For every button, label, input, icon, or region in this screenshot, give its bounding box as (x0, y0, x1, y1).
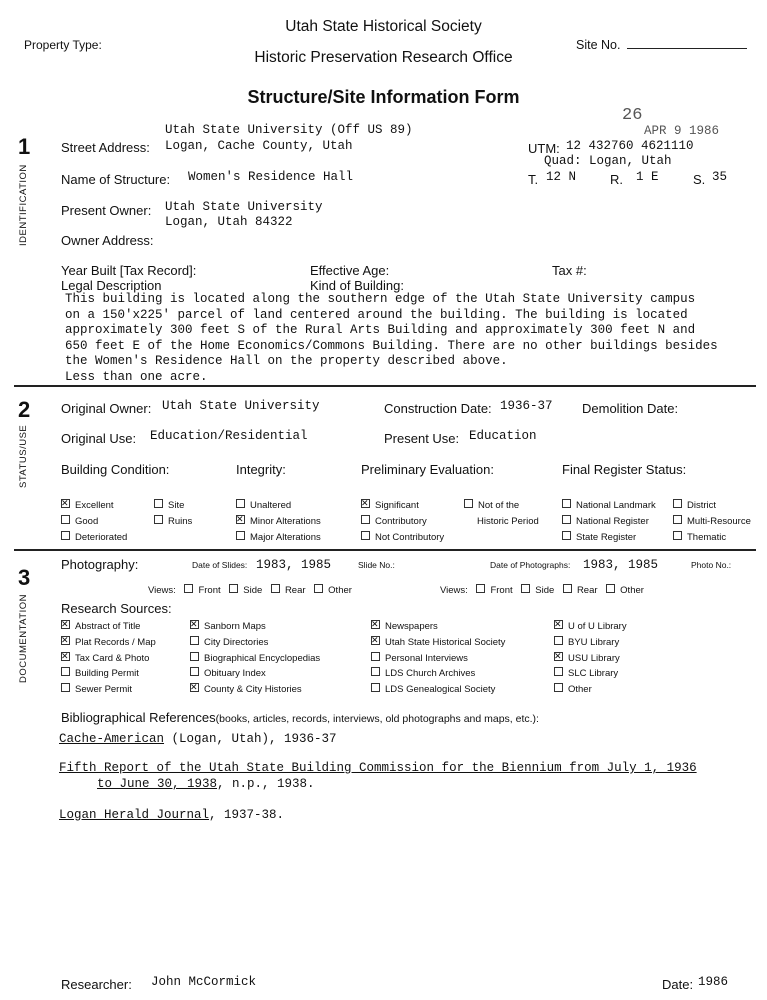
checkbox-not-of-historic-period[interactable] (464, 498, 539, 530)
range-value: 1 E (636, 170, 659, 184)
section-1-side-label: IDENTIFICATION (18, 164, 29, 246)
view-front[interactable] (184, 585, 220, 596)
section-label: S. (693, 172, 706, 187)
checkbox-ruins[interactable] (154, 514, 192, 530)
view-front[interactable] (476, 585, 512, 596)
checkbox-label: Deteriorated (75, 532, 128, 543)
checkbox-icon[interactable] (154, 515, 163, 524)
checkbox-label: Minor Alterations (250, 516, 321, 527)
view-side[interactable] (521, 585, 554, 596)
photography-label: Photography: (61, 557, 139, 572)
date-photos-label: Date of Photographs: (490, 560, 571, 570)
original-use-label: Original Use: (61, 431, 137, 446)
slide-views (148, 584, 352, 596)
checkbox-icon[interactable] (61, 636, 70, 645)
section-2-number: 2 (18, 397, 31, 422)
final-register-checkboxes (562, 498, 656, 546)
reference-rest: , n.p., 1938. (217, 776, 315, 791)
checkbox-label: Thematic (687, 532, 727, 543)
integrity-checkboxes (236, 498, 321, 546)
checkbox-label: SLC Library (568, 668, 619, 680)
checkbox-label: Front (490, 585, 513, 596)
checkbox-icon[interactable] (61, 620, 70, 629)
slide-no-label: Slide No.: (358, 560, 395, 570)
source-byu-library[interactable] (554, 635, 627, 651)
checkbox-label: Major Alterations (250, 532, 321, 543)
site-no-field[interactable] (627, 48, 747, 49)
source-county-city-histories[interactable] (190, 682, 320, 698)
checkbox-label: Newspapers (385, 621, 438, 632)
checkbox-icon[interactable] (371, 683, 380, 692)
section-2-side-label: STATUS/USE (18, 424, 29, 488)
checkbox-icon[interactable] (190, 636, 199, 645)
site-no (576, 38, 747, 52)
checkbox-label: Good (75, 516, 99, 527)
checkbox-label: Utah State Historical Society (385, 636, 506, 648)
checkbox-major-alterations[interactable] (236, 530, 321, 546)
checkbox-label-line2: Historic Period (477, 516, 539, 527)
views-label: Views: (440, 585, 468, 596)
source-lds-genealogical-society[interactable] (371, 682, 505, 698)
checkbox-icon[interactable] (190, 620, 199, 629)
sources-col-2 (190, 619, 320, 698)
checkbox-label: Not of the (478, 500, 520, 511)
checkbox-icon[interactable] (271, 584, 280, 593)
checkbox-icon[interactable] (314, 584, 323, 593)
checkbox-icon[interactable] (61, 515, 70, 524)
demolition-date-label: Demolition Date: (582, 401, 679, 416)
date-photos-value: 1983, 1985 (583, 558, 659, 572)
checkbox-icon[interactable] (61, 531, 70, 540)
checkbox-label: Sanborn Maps (204, 621, 266, 632)
bibliography-note: (books, articles, records, interviews, old photographs and maps, etc.): (215, 713, 539, 725)
checkbox-icon[interactable] (236, 499, 245, 508)
checkbox-good[interactable] (61, 514, 127, 530)
original-owner-value: Utah State University (162, 399, 320, 413)
reference-title: Fifth Report of the Utah State Building Commission for the Biennium from July 1, 1936 (59, 761, 697, 775)
checkbox-minor-alterations[interactable] (236, 514, 321, 530)
checkbox-icon[interactable] (154, 499, 163, 508)
building-condition-label: Building Condition: (61, 462, 170, 477)
checkbox-icon[interactable] (61, 652, 70, 661)
legal-line: approximately 300 feet S of the Rural Arts Building and approximately 300 feet N and (65, 323, 696, 337)
research-sources-label: Research Sources: (61, 601, 172, 616)
checkbox-label: State Register (576, 532, 637, 543)
street-line2: Logan, Cache County, Utah (165, 139, 353, 153)
checkbox-label: Unaltered (250, 500, 292, 511)
construction-date-label: Construction Date: (384, 401, 492, 416)
section-3-side-label: DOCUMENTATION (18, 593, 29, 683)
reference-rest: (Logan, Utah), 1936-37 (164, 732, 337, 746)
legal-line: Less than one acre. (65, 369, 208, 384)
effective-age-label: Effective Age: (310, 263, 390, 278)
view-rear[interactable] (563, 585, 598, 596)
checkbox-label: Multi-Resource (687, 516, 751, 527)
checkbox-icon[interactable] (61, 683, 70, 692)
checkbox-label: USU Library (568, 652, 620, 664)
final-register-label: Final Register Status: (562, 462, 687, 477)
date-slides-value: 1983, 1985 (256, 558, 332, 572)
range-label: R. (610, 172, 623, 187)
checkbox-national-register[interactable] (562, 514, 656, 530)
prelim-checkboxes (361, 498, 444, 546)
checkbox-icon[interactable] (190, 667, 199, 676)
source-abstract-of-title[interactable] (61, 619, 156, 635)
checkbox-icon[interactable] (229, 584, 238, 593)
source-obituary-index[interactable] (190, 666, 320, 682)
source-lds-church-archives[interactable] (371, 666, 505, 682)
checkbox-icon[interactable] (606, 584, 615, 593)
section-1-number: 1 (18, 134, 31, 159)
checkbox-label: Obituary Index (204, 668, 266, 680)
form-title: Structure/Site Information Form (247, 87, 520, 107)
source-personal-interviews[interactable] (371, 651, 505, 667)
checkbox-label: Abstract of Title (75, 621, 141, 632)
checkbox-icon[interactable] (562, 515, 571, 524)
checkbox-label: Biographical Encyclopedias (204, 652, 321, 664)
checkbox-label: Personal Interviews (385, 652, 468, 664)
checkbox-label: Front (198, 585, 221, 596)
bibliography-heading (61, 709, 539, 727)
checkbox-icon[interactable] (554, 667, 563, 676)
condition2-checkboxes (154, 498, 192, 530)
source-biographical-encyclopedias[interactable] (190, 651, 320, 667)
section-divider (14, 385, 756, 387)
source-plat-records[interactable] (61, 635, 156, 651)
checkbox-icon[interactable] (371, 636, 380, 645)
checkbox-district[interactable] (673, 498, 751, 514)
researcher-label: Researcher: (61, 977, 132, 992)
checkbox-deteriorated[interactable] (61, 530, 127, 546)
structure-label: Name of Structure: (61, 172, 171, 187)
construction-date-value: 1936-37 (500, 399, 553, 413)
checkbox-label: Contributory (375, 516, 427, 527)
checkbox-unaltered[interactable] (236, 498, 321, 514)
checkbox-label: LDS Church Archives (385, 668, 476, 680)
reference-title-cont: to June 30, 1938 (97, 776, 218, 791)
checkbox-icon[interactable] (236, 515, 245, 524)
checkbox-icon[interactable] (361, 531, 370, 540)
checkbox-icon[interactable] (476, 584, 485, 593)
checkbox-label: Not Contributory (375, 532, 445, 543)
utm-value: 12 432760 4621110 (566, 139, 694, 153)
received-stamp-date: APR 9 1986 (644, 124, 720, 138)
checkbox-icon[interactable] (236, 531, 245, 540)
checkbox-label: County & City Histories (204, 684, 302, 696)
view-other[interactable] (314, 585, 352, 596)
checkbox-icon[interactable] (61, 667, 70, 676)
legal-description-text (65, 292, 718, 385)
checkbox-icon[interactable] (371, 620, 380, 629)
checkbox-label: Side (535, 585, 555, 596)
original-owner-label: Original Owner: (61, 401, 152, 416)
year-built-label: Year Built [Tax Record]: (61, 263, 197, 278)
checkbox-contributory[interactable] (361, 514, 444, 530)
legal-line: This building is located along the southern edge of the Utah State University campus (65, 292, 696, 306)
checkbox-icon[interactable] (190, 652, 199, 661)
property-type-label: Property Type: (24, 38, 102, 52)
photo-views (440, 584, 644, 596)
checkbox-icon[interactable] (61, 499, 70, 508)
checkbox-excellent[interactable] (61, 498, 127, 514)
reference-2 (59, 761, 697, 792)
date-slides-label: Date of Slides: (192, 560, 248, 570)
sources-col-1 (61, 619, 156, 698)
checkbox-label: Site (168, 500, 185, 511)
checkbox-label: Tax Card & Photo (75, 652, 150, 664)
reference-1 (59, 732, 337, 746)
checkbox-icon[interactable] (184, 584, 193, 593)
checkbox-label: Other (620, 585, 644, 596)
checkbox-icon[interactable] (521, 584, 530, 593)
source-tax-card[interactable] (61, 651, 156, 667)
legal-line: the Women's Residence Hall on the property described above. (65, 354, 508, 368)
source-usu-library[interactable] (554, 651, 627, 667)
checkbox-state-register[interactable] (562, 530, 656, 546)
owner-address-label: Owner Address: (61, 233, 154, 248)
tax-number-label: Tax #: (552, 263, 587, 278)
present-use-value: Education (469, 429, 537, 443)
checkbox-multi-resource[interactable] (673, 514, 751, 530)
checkbox-icon[interactable] (371, 667, 380, 676)
present-owner-line2: Logan, Utah 84322 (165, 215, 293, 229)
checkbox-national-landmark[interactable] (562, 498, 656, 514)
final-register-checkboxes-2 (673, 498, 751, 546)
checkbox-icon[interactable] (190, 683, 199, 692)
checkbox-label: City Directories (204, 636, 269, 648)
checkbox-label: Rear (284, 585, 306, 596)
quad-value: Quad: Logan, Utah (544, 154, 672, 168)
date-label: Date: (662, 977, 694, 992)
checkbox-icon[interactable] (554, 683, 563, 692)
utm-label: UTM: (528, 141, 560, 156)
source-city-directories[interactable] (190, 635, 320, 651)
source-slc-library[interactable] (554, 666, 627, 682)
checkbox-label: U of U Library (568, 621, 627, 632)
source-sanborn-maps[interactable] (190, 619, 320, 635)
checkbox-label: Significant (375, 500, 419, 511)
site-no-label: Site No. (576, 38, 621, 52)
checkbox-label: Excellent (75, 500, 114, 511)
original-use-value: Education/Residential (150, 429, 308, 443)
township-value: 12 N (546, 170, 577, 184)
checkbox-icon[interactable] (371, 652, 380, 661)
checkbox-not-contributory[interactable] (361, 530, 444, 546)
checkbox-significant[interactable] (361, 498, 444, 514)
checkbox-thematic[interactable] (673, 530, 751, 546)
checkbox-label: Side (243, 585, 263, 596)
present-owner-line1: Utah State University (165, 200, 323, 214)
checkbox-label: Other (568, 684, 592, 696)
office-name: Historic Preservation Research Office (254, 49, 513, 66)
photo-no-label: Photo No.: (691, 560, 732, 570)
reference-title: Logan Herald Journal (59, 808, 210, 822)
sources-col-3 (371, 619, 505, 698)
present-owner-label: Present Owner: (61, 203, 152, 218)
view-rear[interactable] (271, 585, 306, 596)
structure-value: Women's Residence Hall (188, 170, 354, 184)
checkbox-label: National Landmark (576, 500, 656, 511)
date-value: 1986 (698, 975, 729, 989)
checkbox-label: Other (328, 585, 352, 596)
street-line1: Utah State University (Off US 89) (165, 123, 413, 137)
legal-line: on a 150'x225' parcel of land centered around the building. The building is located (65, 307, 688, 322)
view-side[interactable] (229, 585, 262, 596)
checkbox-icon[interactable] (361, 499, 370, 508)
sources-col-4 (554, 619, 627, 698)
source-ushs[interactable] (371, 635, 505, 651)
checkbox-icon[interactable] (673, 499, 682, 508)
reference-3 (59, 808, 284, 822)
checkbox-label: BYU Library (568, 636, 620, 648)
legal-description-label: Legal Description (61, 278, 162, 293)
checkbox-label: Building Permit (75, 668, 139, 680)
org-name: Utah State Historical Society (285, 18, 482, 35)
checkbox-label: Ruins (168, 516, 193, 527)
checkbox-site[interactable] (154, 498, 192, 514)
checkbox-label: National Register (576, 516, 649, 527)
checkbox-icon[interactable] (554, 636, 563, 645)
researcher-value: John McCormick (151, 975, 257, 989)
checkbox-icon[interactable] (673, 531, 682, 540)
checkbox-icon[interactable] (464, 499, 473, 508)
source-newspapers[interactable] (371, 619, 505, 635)
checkbox-label: District (687, 500, 717, 511)
reference-rest: , 1937-38. (209, 808, 285, 822)
preliminary-evaluation-label: Preliminary Evaluation: (361, 462, 494, 477)
checkbox-icon[interactable] (563, 584, 572, 593)
checkbox-label: Sewer Permit (75, 684, 133, 696)
section-3-number: 3 (18, 565, 31, 590)
bibliography-label: Bibliographical References (61, 710, 216, 725)
checkbox-icon[interactable] (562, 531, 571, 540)
checkbox-icon[interactable] (361, 515, 370, 524)
section-divider (14, 549, 756, 551)
source-building-permit[interactable] (61, 666, 156, 682)
checkbox-label: Plat Records / Map (75, 636, 156, 648)
source-u-of-u-library[interactable] (554, 619, 627, 635)
source-other[interactable] (554, 682, 627, 698)
condition-checkboxes (61, 498, 127, 546)
present-use-label: Present Use: (384, 431, 460, 446)
checkbox-label: Rear (576, 585, 598, 596)
views-label: Views: (148, 585, 176, 596)
source-sewer-permit[interactable] (61, 682, 156, 698)
view-other[interactable] (606, 585, 644, 596)
reference-title: Cache-American (59, 732, 165, 746)
received-stamp-day: 26 (622, 106, 643, 125)
checkbox-icon[interactable] (673, 515, 682, 524)
integrity-label: Integrity: (236, 462, 286, 477)
kind-of-building-label: Kind of Building: (310, 278, 404, 293)
checkbox-icon[interactable] (562, 499, 571, 508)
checkbox-icon[interactable] (554, 620, 563, 629)
street-label: Street Address: (61, 140, 150, 155)
township-label: T. (528, 172, 539, 187)
legal-line: 650 feet E of the Home Economics/Commons Building. There are no other buildings besides (65, 338, 718, 353)
checkbox-icon[interactable] (554, 652, 563, 661)
checkbox-label: LDS Genealogical Society (385, 684, 496, 696)
section-value: 35 (712, 170, 728, 184)
